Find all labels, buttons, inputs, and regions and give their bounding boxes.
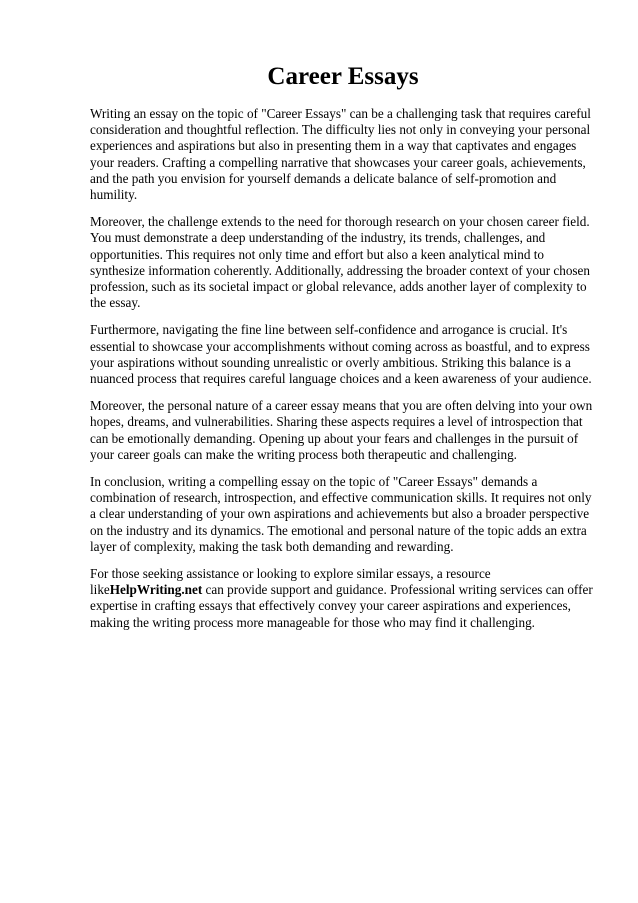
paragraph-1: Writing an essay on the topic of "Career Essays" can be a challenging task that requires careful consideration and thoughtful reflection. The difficulty lies not only in conveying your personal experiences and aspirations but also in presenting them in a way that captivates and engages your readers. Crafting a compelling narrative that showcases your career goals, achievements, and the path you envision for yourself demands a delicate balance of self-promotion and humility. <box>90 106 591 203</box>
paragraph-6-rest: can provide support and guidance. Professional writing services can offer expertise in crafting essays that effectively convey your career aspirations and experiences, making the writing process more manageable for those who may find it challenging. <box>90 582 593 630</box>
paragraph-6-intro: For those seeking assistance or looking to explore similar essays, a resource like <box>90 566 491 598</box>
paragraph-6 <box>90 566 596 631</box>
paragraph-2: Moreover, the challenge extends to the need for thorough research on your chosen career field. You must demonstrate a deep understanding of the industry, its trends, challenges, and opportunities. This requires not only time and effort but also a keen analytical mind to synthesize information coherently. Additionally, addressing the broader context of your chosen profession, such as its societal impact or global relevance, adds another layer of complexity to the essay. <box>90 214 591 311</box>
document-page <box>90 62 596 642</box>
paragraph-5: In conclusion, writing a compelling essay on the topic of "Career Essays" demands a combination of research, introspection, and effective communication skills. It requires not only a clear understanding of your own aspirations and achievements but also a broader perspective on the industry and its dynamics. The emotional and personal nature of the topic adds an extra layer of complexity, making the task both demanding and rewarding. <box>90 474 592 554</box>
paragraph-3: Furthermore, navigating the fine line between self-confidence and arrogance is crucial. It's essential to showcase your accomplishments without coming across as boastful, and to express your aspirations without sounding unrealistic or overly ambitious. Striking this balance is a nuanced process that requires careful language choices and a keen awareness of your audience. <box>90 322 592 387</box>
paragraph-4: Moreover, the personal nature of a career essay means that you are often delving into your own hopes, dreams, and vulnerabilities. Sharing these aspects requires a level of introspection that can be emotionally demanding. Opening up about your fears and challenges in the pursuit of your career goals can make the writing process both therapeutic and challenging. <box>90 398 593 462</box>
brand-name: HelpWriting.net <box>109 582 203 598</box>
document-title: Career Essays <box>267 63 419 90</box>
